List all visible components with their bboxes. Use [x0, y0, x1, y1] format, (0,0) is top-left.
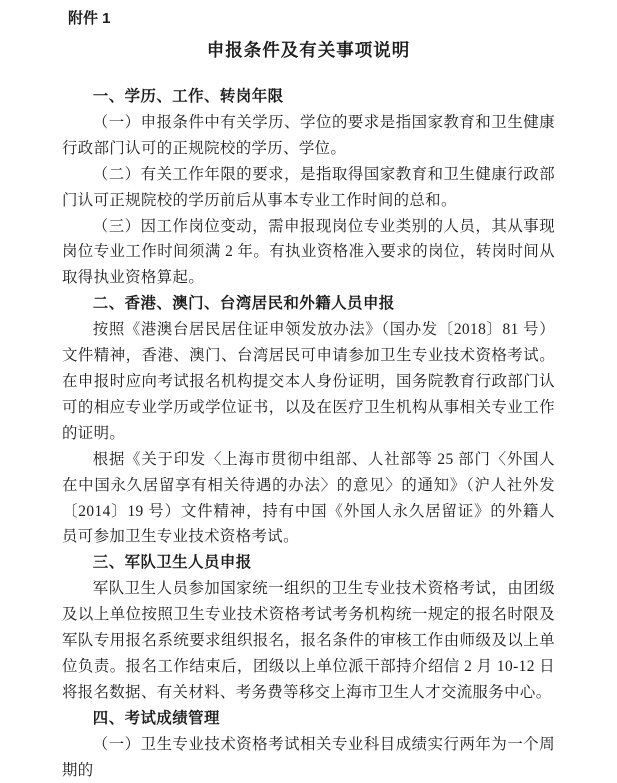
document-title: 申报条件及有关事项说明 — [206, 40, 411, 60]
section-heading-3: 三、军队卫生人员申报 — [92, 554, 252, 572]
section-heading-1: 一、学历、工作、转岗年限 — [92, 88, 284, 105]
paragraph: 军队卫生人员参加国家统一组织的卫生专业技术资格考试，由团级及以上单位按照卫生专业技术资格考试考务机构统一规定的报名时限及军队专用报名系统要求组织报名，报名条件的审核工作由师级及以上单位负责。报名工作结束后，团级以上单位派干部持介绍信 2 月 10-12 日将报名数据、有关材料、考务费等移交上海市卫生人才交流服务中心。 — [62, 580, 555, 701]
paragraph: （二）有关工作年限的要求，是指取得国家教育和卫生健康行政部门认可正规院校的学历前后从事本专业工作时间的总和。 — [62, 165, 555, 209]
document-body — [62, 84, 555, 783]
section-heading-2: 二、香港、澳门、台湾居民和外籍人员申报 — [92, 295, 395, 313]
paragraph: （一）申报条件中有关学历、学位的要求是指国家教育和卫生健康行政部门认可的正规院校的学历、学位。 — [62, 113, 555, 157]
paragraph: （一）卫生专业技术资格考试相关专业科目成绩实行两年为一个周期的 — [62, 735, 555, 779]
paragraph: 按照《港澳台居民居住证申领发放办法》（国办发〔2018〕81 号）文件精神，香港、澳门、台湾居民可申请参加卫生专业技术资格考试。在申报时应向考试报名机构提交本人身份证明，国务院教育行政部门认可的相应专业学历或学位证书，以及在医疗卫生机构从事相关专业工作的证明。 — [62, 321, 555, 442]
paragraph: 根据《关于印发〈上海市贯彻中组部、人社部等 25 部门〈外国人在中国永久居留享有相关待遇的办法〉的意见〉的通知》（沪人社外发〔2014〕19 号）文件精神，持有中国《外国人永久居留证》的外籍人员可参加卫生专业技术资格考试。 — [62, 450, 555, 546]
attachment-label: 附件 1 — [68, 10, 111, 27]
section-heading-4: 四、考试成绩管理 — [92, 709, 220, 727]
paragraph: （三）因工作岗位变动，需申报现岗位专业类别的人员，其从事现岗位专业工作时间须满 2 年。有执业资格准入要求的岗位，转岗时间从取得执业资格算起。 — [62, 217, 555, 287]
